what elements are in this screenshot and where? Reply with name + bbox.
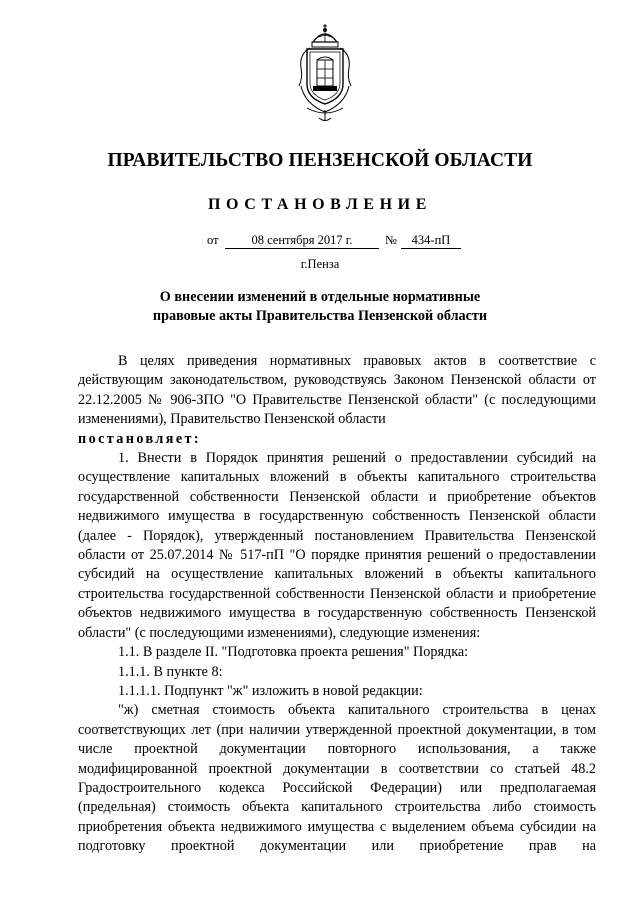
document-date: 08 сентября 2017 г. <box>225 233 379 249</box>
subject-line-2: правовые акты Правительства Пензенской области <box>152 308 488 324</box>
number-prefix: № <box>385 233 397 247</box>
paragraph-subitem-zh: "ж) сметная стоимость объекта капитального строительства в ценах соответствующих лет (при наличии утвержденной проектной документации, в том числе проектной документации повторного использования, а также модифицированной проектной документации в соответствии со статьей 48.2 Градостроительного кодекса Российской Федерации) или предполагаемая (предельная) стоимость объекта капитального строительства либо стоимость приобретения объекта недвижимого имущества с выделением объема субсидии на подготовку проектной документации или приобретение прав на <box>78 702 596 855</box>
coat-of-arms-icon <box>295 24 355 124</box>
paragraph-preamble: В целях приведения нормативных правовых актов в соответствие с действующим законодательством, руководствуясь Законом Пензенской области от 22.12.2005 № 906-ЗПО "О Правительстве Пензенской области" (с последующими изменениями), Правительство Пензенской области <box>78 353 596 428</box>
paragraph-item-1: 1. Внести в Порядок принятия решений о предоставлении субсидий на осуществление капитальных вложений в объекты капитального строительства государственной собственности Пензенской области и приобретение объектов недвижимого имущества в государственную собственность Пензенской области (далее - Порядок), утвержденный постановлением Правительства Пензенской области от 25.07.2014 № 517-пП "О порядке принятия решений о предоставлении субсидий на осуществление капитальных вложений в объекты капитального строительства государственной собственности Пензенской области и приобретение объектов недвижимого имущества в государственную собственность Пензенской области" (с последующими изменениями), следующие изменения: <box>78 450 596 641</box>
government-title: ПРАВИТЕЛЬСТВО ПЕНЗЕНСКОЙ ОБЛАСТИ <box>107 150 533 171</box>
resolves-word: постановляет: <box>78 430 202 447</box>
paragraph-item-1-1-1: 1.1.1. В пункте 8: <box>118 663 223 680</box>
date-number-line <box>0 233 640 251</box>
document-type-title: ПОСТАНОВЛЕНИЕ <box>208 196 432 213</box>
paragraph-item-1-1-1-1: 1.1.1.1. Подпункт "ж" изложить в новой редакции: <box>118 682 423 699</box>
subject-line-1: О внесении изменений в отдельные нормативные <box>159 289 481 305</box>
document-number: 434-пП <box>401 233 461 249</box>
document-subject <box>0 288 640 326</box>
date-prefix: от <box>207 233 219 247</box>
city-name: г.Пенза <box>300 257 340 271</box>
paragraph-item-1-1: 1.1. В разделе II. "Подготовка проекта решения" Порядка: <box>118 644 469 661</box>
document-body <box>78 352 596 857</box>
